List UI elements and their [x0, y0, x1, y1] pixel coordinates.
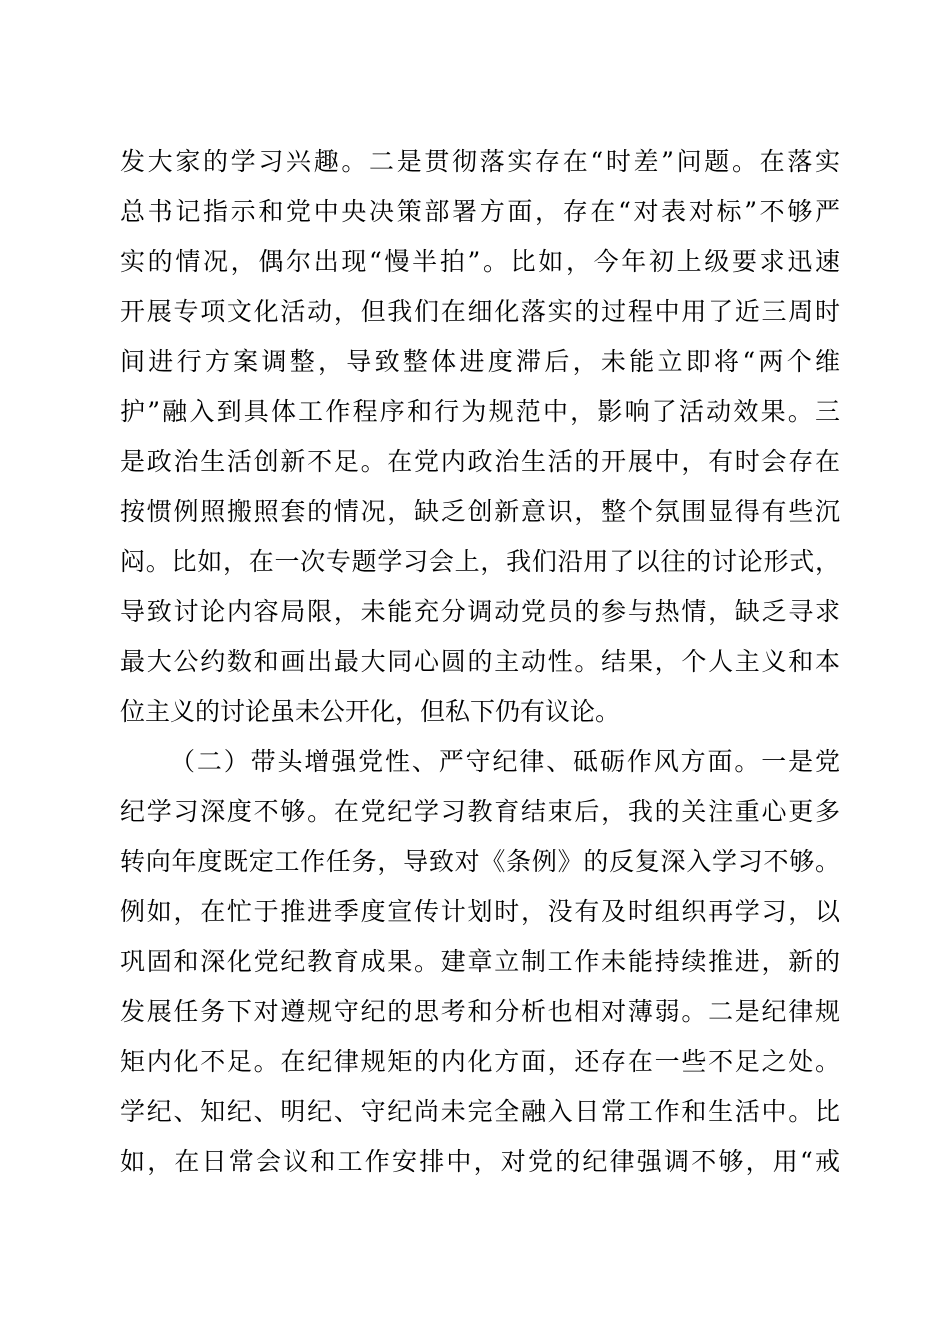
text-line: 导致讨论内容局限，未能充分调动党员的参与热情，缺乏寻求	[120, 597, 842, 626]
text-line: 发展任务下对遵规守纪的思考和分析也相对薄弱。二是纪律规	[120, 997, 842, 1026]
text-line: 如，在日常会议和工作安排中，对党的纪律强调不够，用“戒	[120, 1147, 843, 1176]
text-line: 间进行方案调整，导致整体进度滞后，未能立即将“两个维	[120, 347, 844, 376]
text-line: 最大公约数和画出最大同心圆的主动性。结果，个人主义和本	[120, 647, 842, 676]
text-line: 护”融入到具体工作程序和行为规范中，影响了活动效果。三	[120, 397, 843, 426]
text-line: 学纪、知纪、明纪、守纪尚未完全融入日常工作和生活中。比	[120, 1097, 842, 1126]
text-line: 是政治生活创新不足。在党内政治生活的开展中，有时会存在	[120, 447, 842, 476]
text-line: 闷。比如，在一次专题学习会上，我们沿用了以往的讨论形式，	[120, 547, 841, 576]
text-line: 总书记指示和党中央决策部署方面，存在“对表对标”不够严	[120, 197, 843, 226]
text-line: 实的情况，偶尔出现“慢半拍”。比如，今年初上级要求迅速	[120, 247, 843, 276]
text-line: 矩内化不足。在纪律规矩的内化方面，还存在一些不足之处。	[120, 1047, 842, 1076]
text-line: 转向年度既定工作任务，导致对《条例》的反复深入学习不够。	[120, 847, 841, 876]
section-heading-line: （二）带头增强党性、严守纪律、砥砺作风方面。一是党	[170, 747, 842, 776]
text-line: 巩固和深化党纪教育成果。建章立制工作未能持续推进，新的	[120, 947, 842, 976]
text-line: 发大家的学习兴趣。二是贯彻落实存在“时差”问题。在落实	[120, 147, 843, 176]
text-line: 开展专项文化活动，但我们在细化落实的过程中用了近三周时	[120, 297, 842, 326]
text-line: 例如，在忙于推进季度宣传计划时，没有及时组织再学习，以	[120, 897, 842, 926]
text-line: 按惯例照搬照套的情况，缺乏创新意识，整个氛围显得有些沉	[120, 497, 842, 526]
text-line: 位主义的讨论虽未公开化，但私下仍有议论。	[120, 697, 621, 726]
text-line: 纪学习深度不够。在党纪学习教育结束后，我的关注重心更多	[120, 797, 842, 826]
